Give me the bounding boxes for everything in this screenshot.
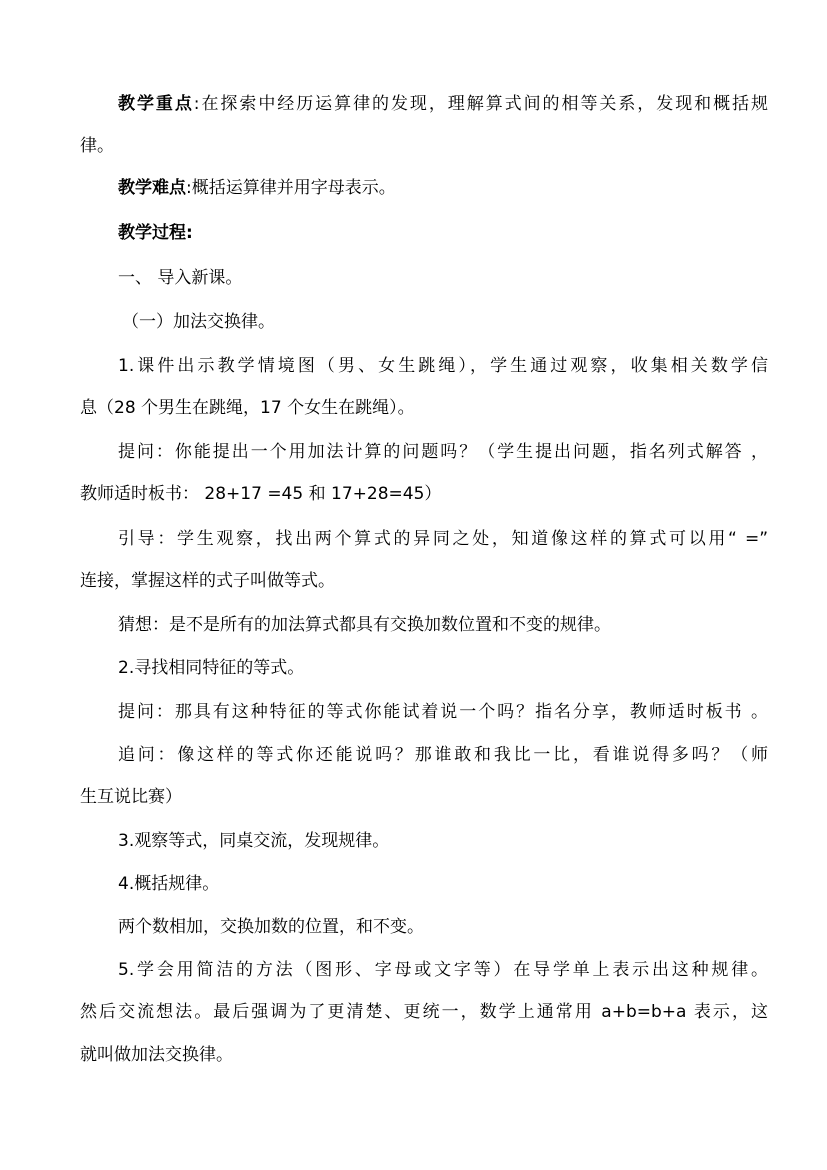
key-points-line-1 xyxy=(118,92,768,116)
key-points-line-2: 律。 xyxy=(80,136,114,156)
question-1-line-2: 教师适时板书： 28+17 =45 和 17+28=45） xyxy=(80,484,442,504)
step-4-line: 4.概括规律。 xyxy=(118,874,220,894)
difficult-points-text: :概括运算律并用字母表示。 xyxy=(186,178,396,198)
step-2-line: 2.寻找相同特征的等式。 xyxy=(118,658,305,678)
subsection-1-heading: （一）加法交换律。 xyxy=(122,312,275,332)
step-3-line: 3.观察等式，同桌交流，发现规律。 xyxy=(118,831,390,851)
follow-up-line-2: 生互说比赛） xyxy=(80,787,182,807)
step-5-line-2: 然后交流想法。最后强调为了更清楚、更统一，数学上通常用 a+b=b+a 表示，这 xyxy=(80,1002,768,1022)
follow-up-line-1: 追问：像这样的等式你还能说吗？那谁敢和我比一比，看谁说得多吗？（师 xyxy=(118,745,768,765)
key-points-label: 教学重点 xyxy=(118,94,194,114)
question-2-line: 提问：那具有这种特征的等式你能试着说一个吗？指名分享，教师适时板书 。 xyxy=(118,702,768,722)
step-5-line-1: 5.学会用简洁的方法（图形、字母或文字等）在导学单上表示出这种规律。 xyxy=(118,960,768,980)
guide-line-1: 引导：学生观察，找出两个算式的异同之处，知道像这样的算式可以用“ =” xyxy=(118,529,768,549)
rule-line: 两个数相加，交换加数的位置，和不变。 xyxy=(118,917,424,937)
step-1-line-1: 1.课件出示教学情境图（男、女生跳绳），学生通过观察，收集相关数学信 xyxy=(118,356,768,376)
process-title: 教学过程: xyxy=(118,223,193,243)
difficult-points-label: 教学难点 xyxy=(118,178,186,198)
section-1-heading: 一、 导入新课。 xyxy=(118,268,243,288)
guide-line-2: 连接，掌握这样的式子叫做等式。 xyxy=(80,571,335,591)
difficult-points-line xyxy=(118,176,798,200)
guess-line: 猜想：是不是所有的加法算式都具有交换加数位置和不变的规律。 xyxy=(118,615,611,635)
key-points-text: :在探索中经历运算律的发现，理解算式间的相等关系，发现和概括规 xyxy=(193,94,768,114)
step-1-line-2: 息（28 个男生在跳绳，17 个女生在跳绳）。 xyxy=(80,398,415,418)
step-5-line-3: 就叫做加法交换律。 xyxy=(80,1045,233,1065)
question-1-line-1: 提问：你能提出一个用加法计算的问题吗？（学生提出问题，指名列式解答 ， xyxy=(118,442,768,462)
